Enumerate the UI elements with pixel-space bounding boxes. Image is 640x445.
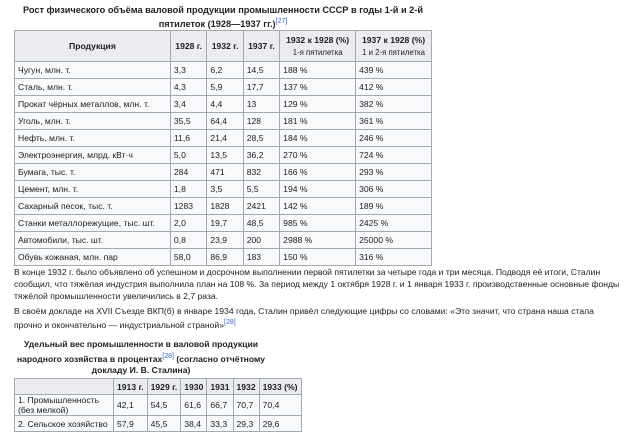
industry-growth-table-body [15, 62, 432, 266]
table-row [15, 113, 432, 130]
share-value-cell: 61,6 [181, 395, 207, 416]
product-cell: Прокат чёрных металлов, млн. т. [15, 96, 171, 113]
value-1932-cell: 4,4 [207, 96, 243, 113]
product-cell: Автомобили, тыс. шт. [15, 232, 171, 249]
product-cell: Сахарный песок, тыс. т. [15, 198, 171, 215]
industry-share-table-body [15, 395, 302, 432]
value-1937-cell: 48,5 [243, 215, 279, 232]
table-row [15, 147, 432, 164]
product-cell: Нефть, млн. т. [15, 130, 171, 147]
paragraph-stalin-report [14, 305, 624, 331]
value-1928-cell: 58,0 [170, 249, 206, 266]
pct-1937-cell: 361 % [356, 113, 432, 130]
table-row [15, 96, 432, 113]
pct-1937-cell: 2425 % [356, 215, 432, 232]
value-1937-cell: 14,5 [243, 62, 279, 79]
value-1932-cell: 23,9 [207, 232, 243, 249]
table-row [15, 62, 432, 79]
pct-1937-cell: 724 % [356, 147, 432, 164]
header-year-3: 1930 [181, 379, 207, 395]
pct-1932-cell: 985 % [280, 215, 356, 232]
pct-1932-cell: 129 % [280, 96, 356, 113]
product-cell: Уголь, млн. т. [15, 113, 171, 130]
table-row [15, 164, 432, 181]
header-first-plan: 1-я пятилетка [292, 47, 343, 57]
product-cell: Бумага, тыс. т. [15, 164, 171, 181]
table-row [15, 416, 302, 432]
value-1928-cell: 284 [170, 164, 206, 181]
header-first-second-plan: 1 и 2-я пятилетка [362, 47, 425, 57]
table-row [15, 79, 432, 96]
table-row [15, 249, 432, 266]
value-1937-cell: 200 [243, 232, 279, 249]
value-1932-cell: 86,9 [207, 249, 243, 266]
header-1932: 1932 г. [207, 31, 243, 62]
value-1928-cell: 2,0 [170, 215, 206, 232]
header-year-5: 1932 [233, 379, 259, 395]
pct-1937-cell: 316 % [356, 249, 432, 266]
value-1928-cell: 4,3 [170, 79, 206, 96]
share-value-cell: 70,7 [233, 395, 259, 416]
product-cell: Электроэнергия, млрд. кВт·ч [15, 147, 171, 164]
share-value-cell: 45,5 [147, 416, 181, 432]
industry-share-header-row [15, 379, 302, 395]
sector-label-cell: 1. Промышленность (без мелкой) [15, 395, 114, 416]
value-1937-cell: 183 [243, 249, 279, 266]
product-cell: Чугун, млн. т. [15, 62, 171, 79]
sector-label-cell: 2. Сельское хозяйство [15, 416, 114, 432]
product-cell: Обувь кожаная, млн. пар [15, 249, 171, 266]
table1-caption [14, 4, 432, 30]
product-cell: Сталь, млн. т. [15, 79, 171, 96]
value-1932-cell: 6,2 [207, 62, 243, 79]
pct-1937-cell: 306 % [356, 181, 432, 198]
header-year-6: 1933 (%) [259, 379, 301, 395]
value-1932-cell: 1828 [207, 198, 243, 215]
table2-caption-ref[interactable]: [28] [162, 352, 174, 360]
header-year-1: 1913 г. [114, 379, 148, 395]
pct-1937-cell: 382 % [356, 96, 432, 113]
paragraph-stalin-report-text: В своём докладе на XVII Съезде ВКП(б) в январе 1934 года, Сталин привёл следующие цифры со словами: «Это значит, что страна наша стала прочно и окончательно — индустриальной страной» [14, 306, 594, 330]
value-1928-cell: 3,3 [170, 62, 206, 79]
pct-1932-cell: 181 % [280, 113, 356, 130]
value-1937-cell: 17,7 [243, 79, 279, 96]
share-value-cell: 33,3 [207, 416, 233, 432]
table-row [15, 232, 432, 249]
share-value-cell: 70,4 [259, 395, 301, 416]
header-product: Продукция [15, 31, 171, 62]
header-1928: 1928 г. [170, 31, 206, 62]
value-1937-cell: 36,2 [243, 147, 279, 164]
value-1928-cell: 0,8 [170, 232, 206, 249]
pct-1937-cell: 412 % [356, 79, 432, 96]
table2-caption-text: Удельный вес промышленности в валовой продукции народного хозяйства в процентах [16, 339, 259, 364]
share-value-cell: 42,1 [114, 395, 148, 416]
value-1932-cell: 21,4 [207, 130, 243, 147]
header-1937-vs-1928-text: 1937 к 1928 (%) [362, 34, 426, 45]
share-value-cell: 38,4 [181, 416, 207, 432]
value-1928-cell: 3,4 [170, 96, 206, 113]
share-value-cell: 29,3 [233, 416, 259, 432]
header-year-4: 1931 [207, 379, 233, 395]
pct-1932-cell: 184 % [280, 130, 356, 147]
value-1932-cell: 19,7 [207, 215, 243, 232]
pct-1937-cell: 25000 % [356, 232, 432, 249]
value-1928-cell: 11,6 [170, 130, 206, 147]
pct-1932-cell: 194 % [280, 181, 356, 198]
value-1937-cell: 832 [243, 164, 279, 181]
pct-1932-cell: 2988 % [280, 232, 356, 249]
value-1932-cell: 471 [207, 164, 243, 181]
pct-1937-cell: 439 % [356, 62, 432, 79]
value-1937-cell: 2421 [243, 198, 279, 215]
table2-caption [10, 339, 272, 376]
pct-1932-cell: 270 % [280, 147, 356, 164]
value-1937-cell: 28,5 [243, 130, 279, 147]
table-row [15, 395, 302, 416]
header-1937-vs-1928 [356, 31, 432, 62]
pct-1932-cell: 188 % [280, 62, 356, 79]
value-1928-cell: 35,5 [170, 113, 206, 130]
header-1937: 1937 г. [243, 31, 279, 62]
product-cell: Станки металлорежущие, тыс. шт. [15, 215, 171, 232]
table-row [15, 215, 432, 232]
header-1932-vs-1928 [280, 31, 356, 62]
share-value-cell: 54,5 [147, 395, 181, 416]
value-1937-cell: 5,5 [243, 181, 279, 198]
table1-caption-ref[interactable]: [27] [275, 18, 288, 25]
share-value-cell: 29,6 [259, 416, 301, 432]
paragraph-stalin-report-ref[interactable]: [28] [224, 319, 236, 326]
header-blank [15, 379, 114, 395]
value-1928-cell: 1,8 [170, 181, 206, 198]
value-1932-cell: 5,9 [207, 79, 243, 96]
value-1937-cell: 13 [243, 96, 279, 113]
table-row [15, 198, 432, 215]
value-1928-cell: 5,0 [170, 147, 206, 164]
value-1928-cell: 1283 [170, 198, 206, 215]
table2-caption-source: (согласно отчётному докладу И. В. Сталина) [91, 353, 266, 375]
pct-1932-cell: 166 % [280, 164, 356, 181]
pct-1932-cell: 142 % [280, 198, 356, 215]
share-value-cell: 66,7 [207, 395, 233, 416]
share-value-cell: 57,9 [114, 416, 148, 432]
industry-growth-table [14, 30, 432, 266]
industry-share-table [14, 378, 302, 432]
table-row [15, 181, 432, 198]
table1-caption-text: Рост физического объёма валовой продукции промышленности СССР в годы 1-й и 2-й пятилеток (1928—1937 гг.) [22, 5, 424, 30]
product-cell: Цемент, млн. т. [15, 181, 171, 198]
value-1932-cell: 64,4 [207, 113, 243, 130]
pct-1937-cell: 293 % [356, 164, 432, 181]
pct-1932-cell: 137 % [280, 79, 356, 96]
pct-1937-cell: 189 % [356, 198, 432, 215]
header-1932-vs-1928-text: 1932 к 1928 (%) [286, 34, 350, 45]
table-row [15, 130, 432, 147]
pct-1937-cell: 246 % [356, 130, 432, 147]
value-1937-cell: 128 [243, 113, 279, 130]
paragraph-first-plan-results: В конце 1932 г. было объявлено об успешном и досрочном выполнении первой пятилетки за четыре года и три месяца. Подводя её итоги, Сталин сообщил, что тяжёлая индустрия выполнила план на 108 %. За период между 1 октября 1928 г. и 1 января 1933 г. производственные основные фонды тяжёлой промышленности увеличились в 2,7 раза. [14, 267, 620, 301]
header-year-2: 1929 г. [147, 379, 181, 395]
value-1932-cell: 13,5 [207, 147, 243, 164]
value-1932-cell: 3,5 [207, 181, 243, 198]
pct-1932-cell: 150 % [280, 249, 356, 266]
